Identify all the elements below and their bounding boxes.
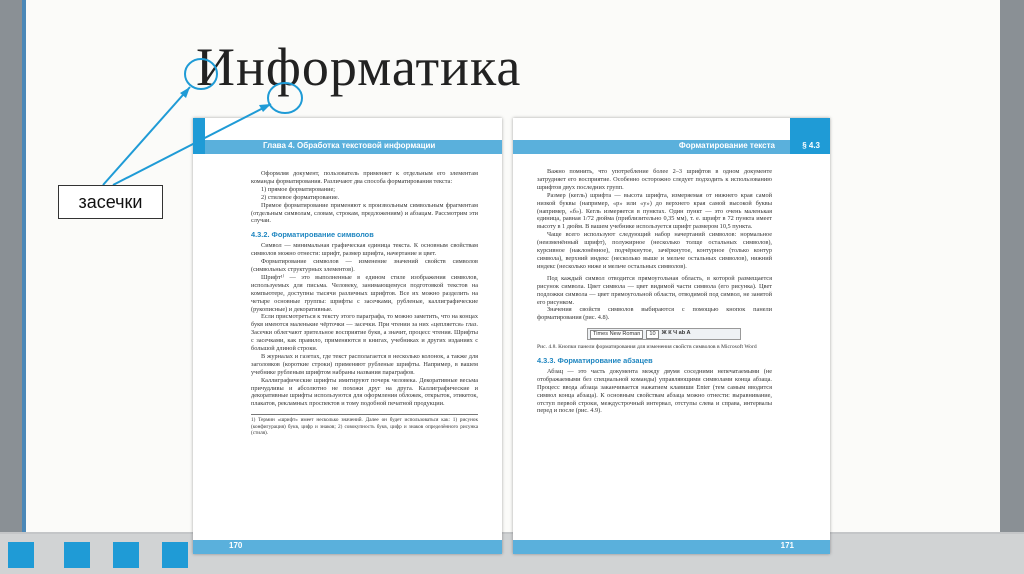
callout-label: засечки xyxy=(58,185,163,219)
paragraph: Под каждый символ отводится прямоугольная область, в которой размещается рисунок символа. Цвет символа — цвет видимой части символа (его рисунка). Цвет подложки символа — цвет прямоугольной области, отводимой под символ, не занятой его рисунком. xyxy=(537,274,772,306)
list-item: 2) стилевое форматирование. xyxy=(261,193,340,201)
paragraph: Размер (кегль) шрифта — высота шрифта, измеряемая от нижнего края самой низкой буквы (например, «р» или «у») до верхнего края самой высокой буквы (например, «б»). Кегль измеряется в пунктах. Один пункт — это очень маленькая единица, равная 1/72 дюйма (приблизительно 0,35 мм), т. е. шрифт в 72 пункта имеет высоту в 1 дюйм. В вашем учебнике используется шрифт размером 10,5 пункта. xyxy=(537,191,772,231)
paragraph: Значения свойств символов выбираются с помощью кнопок панели форматирования (рис. 4.8). xyxy=(537,306,772,322)
footnote: 1) Термин «шрифт» имеет несколько значений. Далее он будет использоваться как: 1) рисунок (конфигурация) букв, цифр и знаков; 2) совокупность букв, цифр и знаков определённого рисунка (стиля). xyxy=(251,414,478,436)
page-number: 170 xyxy=(229,541,243,550)
figure-caption: Рис. 4.8. Кнопки панели форматирования для изменения свойств символов в Microsoft Word xyxy=(537,344,757,351)
arrowhead xyxy=(259,104,271,112)
pointer-line xyxy=(103,87,190,185)
font-size-box: 10 xyxy=(646,330,658,339)
paragraph-number: § 4.3 xyxy=(802,141,820,150)
highlight-circle xyxy=(268,83,302,113)
paragraph: Каллиграфические шрифты имитируют почерк человека. Декоративные весьма причудливы и абсолютно не похожи друг на друга. Каллиграфические и декоративные шрифты используются для оформления обложек, открыток, этикеток, плакатов, рекламных проспектов и тому подобной печатной продукции. xyxy=(251,376,478,408)
chapter-title: Глава 4. Обработка текстовой информации xyxy=(263,141,436,150)
section-title: Форматирование текста xyxy=(678,141,775,150)
paragraph: Символ — минимальная графическая единица текста. К основным свойствам символов можно отнести: шрифт, размер шрифта, начертание и цвет. xyxy=(251,242,478,258)
paragraph: Оформляя документ, пользователь применяет к отдельным его элементам команды форматирования. Различают два способа форматирования текста: xyxy=(251,170,478,185)
highlight-circle xyxy=(185,59,217,89)
paragraph: Если присмотреться к тексту этого параграфа, то можно заметить, что на концах букв имеются маленькие чёрточки — засечки. При чтении за них «цепляется» глаз. Засечки облегчают зрительное восприятие букв, а значит, процесс чтения. Шрифты с засечками, как правило, применяются в книгах, учебниках и других изданиях с большой длиной строки. xyxy=(251,313,478,353)
paragraph: Абзац — это часть документа между двумя соседними непечатаемыми (не отображаемыми без специальной команды) управляющими символами конца абзаца. Процесс ввода абзаца заканчивается нажатием клавиши Enter (тем самым вводится символ конца абзаца). К основным свойствам абзаца можно отнести: выравнивание, отступ первой строки, междустрочный интервал, отступы слева и справа, интервалы перед и после (рис. 4.9). xyxy=(537,367,772,415)
paragraph: Чаще всего используют следующий набор начертаний символов: нормальное (неизменённый шрифт), полужирное (несколько толще остальных символов), курсивное (наклонённое), подчёркнутое, зачёркнутое, контурное (только контур символа), верхний индекс (несколько выше и мельче остальных символов), нижний индекс (несколько ниже и мельче остальных символов). xyxy=(537,231,772,270)
paragraph: Шрифт¹⁾ — это выполненные в едином стиле изображения символов, используемых для письма. Человеку, занимающемуся подготовкой текстов на компьютере, доступны тысячи различных шрифтов. Все их можно разделить на четыре основные группы: шрифты с засечками, рубленые, каллиграфические (рукописные) и декоративные. xyxy=(251,273,478,313)
paragraph: Важно помнить, что употребление более 2–3 шрифтов в одном документе затрудняет его восприятие. Особенно осторожно следует подходить к использованию шрифтов двух последних групп. xyxy=(537,168,772,191)
pointer-line xyxy=(113,104,271,185)
paragraph: Прямое форматирование применяют к произвольным символьным фрагментам (отдельным символам, словам, строкам, предложениям) и абзацам. Рассмотрим эти случаи. xyxy=(251,201,478,225)
format-buttons: Ж К Ч ab A xyxy=(661,330,691,337)
paragraph: В журналах и газетах, где текст располагается в несколько колонок, а также для заголовков (короткие строки) применяют рубленые шрифты. Например, в вашем учебнике рубленым шрифтом набраны названия параграфов. xyxy=(251,352,478,376)
page-number: 171 xyxy=(780,541,794,550)
section-heading: 4.3.2. Форматирование символов xyxy=(251,230,374,240)
slide-title: Информатика xyxy=(196,37,522,97)
font-name-box: Times New Roman xyxy=(590,330,643,339)
list-item: 1) прямое форматирование; xyxy=(261,185,336,193)
section-heading: 4.3.3. Форматирование абзацев xyxy=(537,356,653,366)
paragraph: Форматирование символов — изменение значений свойств символов (символьных структурных элементов). xyxy=(251,258,478,273)
